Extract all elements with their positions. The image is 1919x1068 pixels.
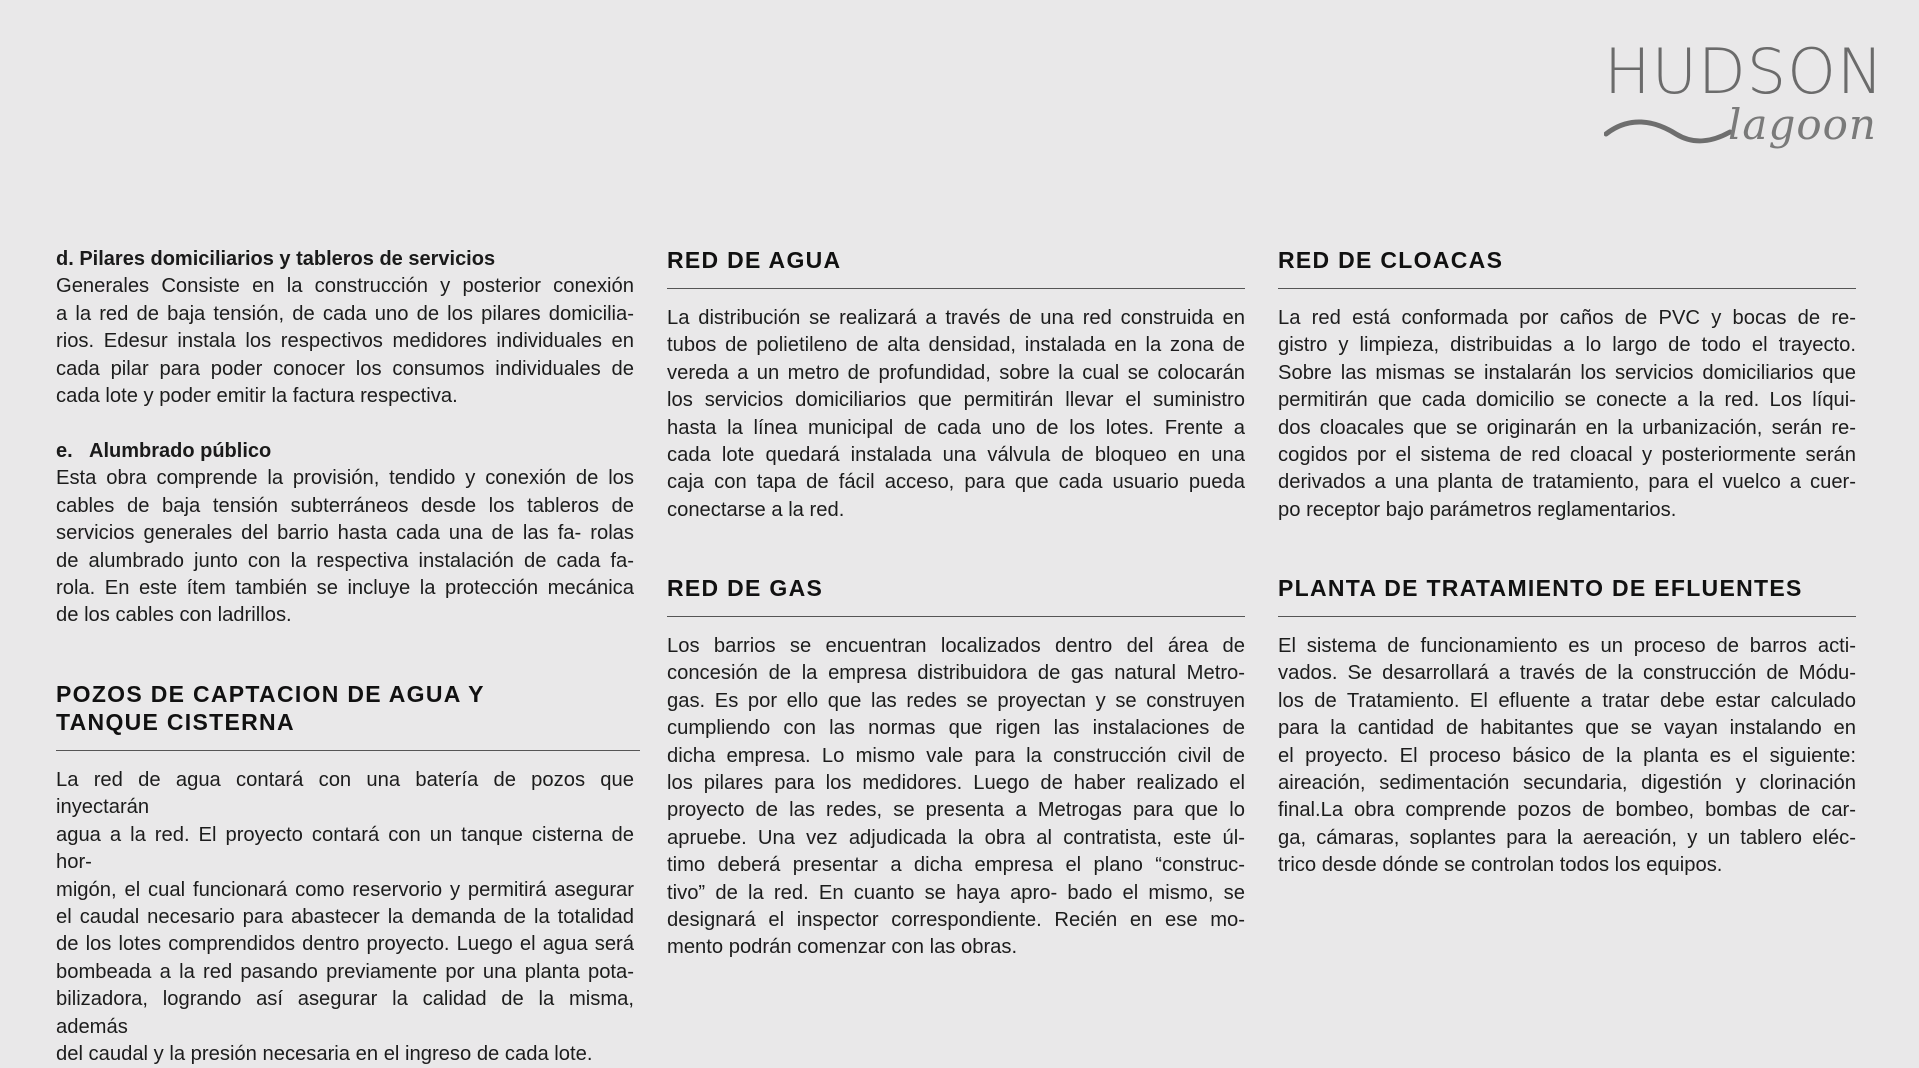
body-line: el caudal necesario para abastecer la demanda de la totalidad: [56, 906, 634, 929]
body-line: hasta la línea municipal de cada uno de los lotes. Frente a: [667, 416, 1245, 439]
alumbrado-title-text: Alumbrado público: [89, 440, 272, 462]
body-line: dicha empresa. Lo mismo vale para la construcción civil de: [667, 744, 1245, 767]
body-line: final.La obra comprende pozos de bombeo, bombas de car-: [1278, 799, 1856, 822]
body-line: conectarse a la red.: [667, 498, 845, 521]
body-line: de los cables con ladrillos.: [56, 604, 292, 627]
red-agua-body: [667, 305, 1245, 524]
body-line: La red está conformada por caños de PVC y bocas de re-: [1278, 307, 1856, 329]
body-line: mento podrán comenzar con las obras.: [667, 936, 1018, 959]
body-line: bombeada a la red pasando previamente por una planta pota-: [56, 960, 634, 983]
red-agua-heading: RED DE AGUA: [667, 247, 842, 273]
body-line: rola. En este ítem también se incluye la protección mecánica: [56, 577, 634, 600]
body-line: los servicios domiciliarios que permitirán llevar el suministro: [667, 389, 1245, 412]
section-red-cloacas: [1278, 246, 1856, 524]
body-line: de los lotes comprendidos dentro proyecto. Luego el agua será: [56, 933, 634, 956]
body-line: Sobre las mismas se instalarán los servicios domiciliarios que: [1278, 361, 1856, 384]
body-line: timo deberá presentar a dicha empresa el plano “construc-: [667, 854, 1245, 877]
body-line: dos cloacales que se originarán en la urbanización, serán re-: [1278, 416, 1856, 439]
body-line: tivo” de la red. En cuanto se haya apro- bado el mismo, se: [667, 881, 1245, 904]
section-divider: [1278, 616, 1856, 617]
section-alumbrado: [56, 438, 634, 630]
body-line: La distribución se realizará a través de una red construida en: [667, 307, 1245, 329]
body-line: permitirán que cada domicilio se conecte a la red. Los líqui-: [1278, 389, 1856, 412]
body-line: po receptor bajo parámetros reglamentarios.: [1278, 498, 1677, 521]
body-line: cada lote y poder emitir la factura respectiva.: [56, 385, 458, 408]
body-line: a la red de baja tensión, de cada uno de los pilares domicilia-: [56, 302, 634, 325]
body-line: servicios generales del barrio hasta cada una de las fa- rolas: [56, 522, 634, 545]
body-line: vereda a un metro de profundidad, sobre la cual se colocarán: [667, 361, 1245, 384]
body-line: migón, el cual funcionará como reservorio y permitirá asegurar: [56, 878, 634, 901]
body-line: caja con tapa de fácil acceso, para que cada usuario pueda: [667, 471, 1245, 494]
body-line: cables de baja tensión subterráneos desde los tableros de: [56, 494, 634, 517]
section-divider: [667, 616, 1245, 617]
section-divider: [56, 750, 640, 751]
body-line: cada pilar para poder conocer los consumos individuales de: [56, 357, 634, 380]
body-line: concesión de la empresa distribuidora de gas natural Metro-: [667, 662, 1245, 685]
body-line: El sistema de funcionamiento es un proceso de barros acti-: [1278, 635, 1856, 657]
alumbrado-title: [56, 438, 634, 465]
logo-script: lagoon: [1728, 100, 1877, 149]
body-line: el proyecto. El proceso básico de la planta es el siguiente:: [1278, 744, 1856, 767]
hudson-lagoon-logo: [1600, 35, 1885, 168]
body-line: derivados a una planta de tratamiento, para el vuelco a cuer-: [1278, 471, 1856, 494]
body-line: los pilares para los medidores. Luego de haber realizado el: [667, 772, 1245, 795]
section-pilares: [56, 246, 634, 410]
pozos-heading-line2: TANQUE CISTERNA: [56, 709, 295, 735]
planta-tratamiento-body: [1278, 633, 1856, 880]
body-line: trico desde dónde se controlan todos los equipos.: [1278, 854, 1723, 877]
planta-tratamiento-heading: PLANTA DE TRATAMIENTO DE EFLUENTES: [1278, 575, 1803, 601]
pozos-heading-line1: POZOS DE CAPTACION DE AGUA Y: [56, 681, 485, 707]
red-gas-body: [667, 633, 1245, 962]
alumbrado-letter: e.: [56, 440, 73, 462]
body-line: bilizadora, logrando así asegurar la calidad de la misma, además: [56, 988, 634, 1038]
body-line: gas. Es por ello que las redes se proyectan y se construyen: [667, 689, 1245, 712]
body-line: cumpliendo con las normas que rigen las instalaciones de: [667, 717, 1245, 740]
red-gas-heading: RED DE GAS: [667, 575, 824, 601]
red-cloacas-heading: RED DE CLOACAS: [1278, 247, 1504, 273]
pozos-body: [56, 767, 634, 1068]
body-line: aireación, sedimentación secundaria, digestión y clorinación: [1278, 772, 1856, 795]
logo-wordmark: HUDSON: [1604, 35, 1885, 108]
red-cloacas-body: [1278, 305, 1856, 524]
section-red-gas: [667, 574, 1245, 962]
section-divider: [667, 288, 1245, 289]
body-line: Los barrios se encuentran localizados dentro del área de: [667, 635, 1245, 657]
body-line: gistro y limpieza, distribuidas a lo largo de todo el trayecto.: [1278, 334, 1856, 357]
body-line: Esta obra comprende la provisión, tendido y conexión de los: [56, 467, 634, 490]
body-line: La red de agua contará con una batería de pozos que inyectarán: [56, 769, 634, 819]
body-line: vados. Se desarrollará a través de la construcción de Módu-: [1278, 662, 1856, 685]
body-line: proyecto de las redes, se presenta a Metrogas para que lo: [667, 799, 1245, 822]
body-line: para la cantidad de habitantes que se vayan instalando en: [1278, 717, 1856, 740]
body-line: cogidos por el sistema de red cloacal y posteriormente serán: [1278, 444, 1856, 467]
body-line: apruebe. Una vez adjudicada la obra al contratista, este úl-: [667, 826, 1245, 849]
section-red-agua: [667, 246, 1245, 524]
body-line: del caudal y la presión necesaria en el ingreso de cada lote.: [56, 1043, 593, 1066]
body-line: rios. Edesur instala los respectivos medidores individuales en: [56, 330, 634, 353]
body-line: Generales Consiste en la construcción y posterior conexión: [56, 275, 634, 298]
body-line: tubos de polietileno de alta densidad, instalada en la zona de: [667, 334, 1245, 357]
body-line: designará el inspector correspondiente. Recién en ese mo-: [667, 909, 1245, 932]
logo-swoosh-icon: [1604, 112, 1734, 152]
body-line: cada lote quedará instalada una válvula de bloqueo en una: [667, 444, 1245, 467]
alumbrado-body: [56, 465, 634, 629]
body-line: de alumbrado junto con la respectiva instalación de cada fa-: [56, 549, 634, 572]
section-pozos: [56, 680, 634, 1068]
body-line: agua a la red. El proyecto contará con un tanque cisterna de hor-: [56, 823, 634, 874]
section-divider: [1278, 288, 1856, 289]
pilares-body: [56, 273, 634, 410]
pilares-title: d. Pilares domiciliarios y tableros de servicios: [56, 248, 496, 270]
body-line: ga, cámaras, soplantes para la aereación, y un tablero eléc-: [1278, 826, 1856, 849]
body-line: los de Tratamiento. El efluente a tratar debe estar calculado: [1278, 689, 1856, 712]
section-planta-tratamiento: [1278, 574, 1856, 880]
